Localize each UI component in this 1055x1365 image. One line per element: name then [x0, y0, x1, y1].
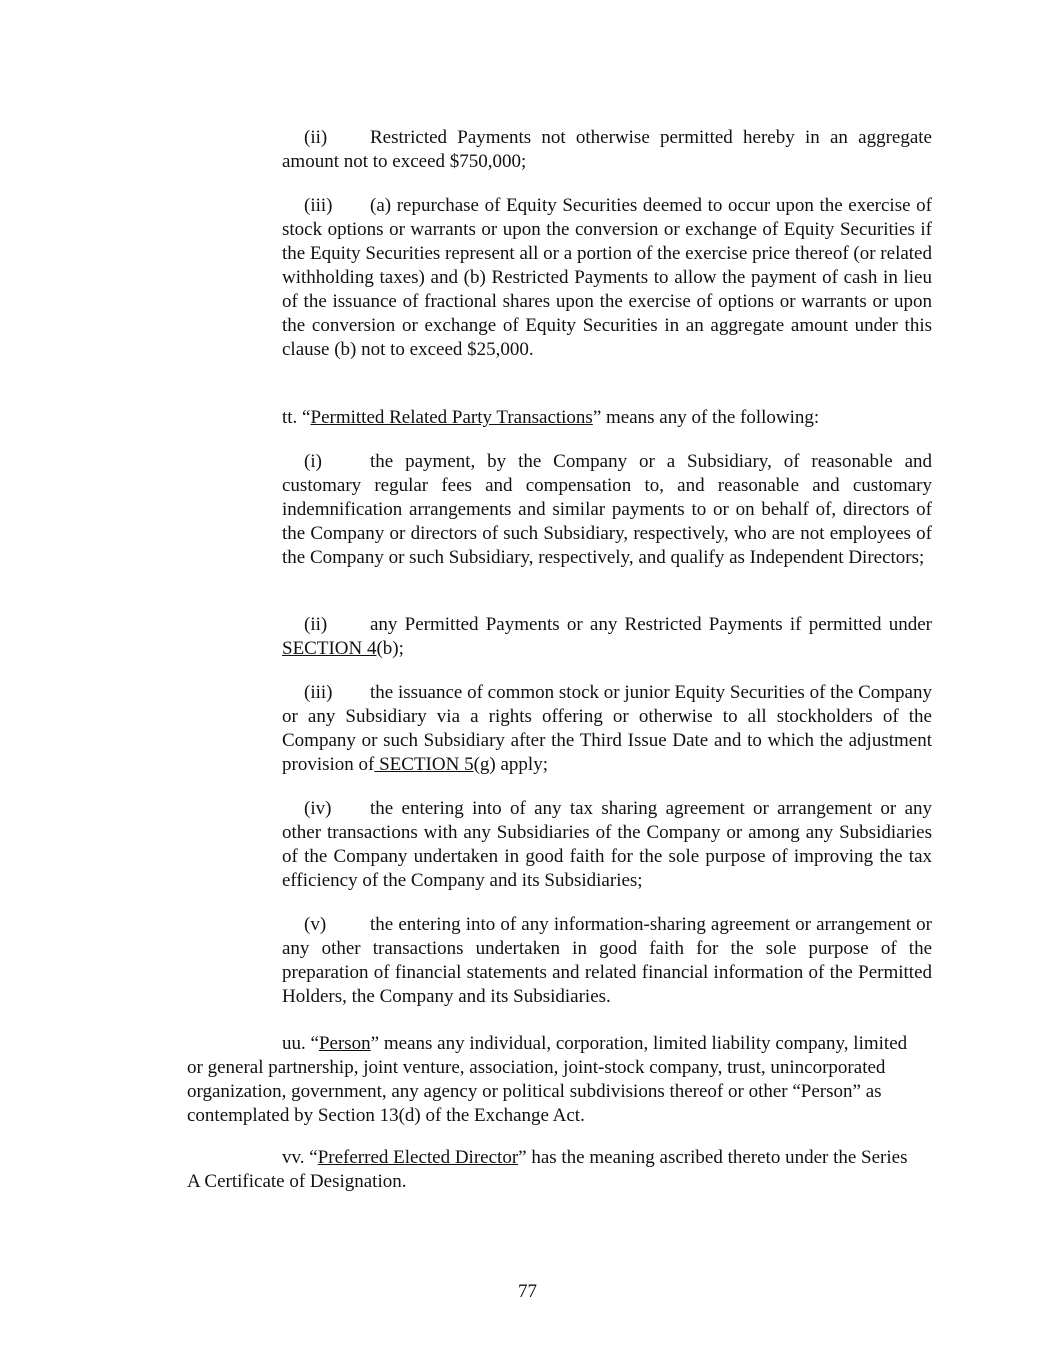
definition-prefix: uu. “ [282, 1033, 319, 1054]
clause-number: (ii) [304, 127, 328, 148]
definition-preferred-elected-director [187, 1146, 917, 1194]
clause-text: the entering into of any information-sharing agreement or arrangement or any other transactions undertaken in good faith for the sole purpose of the preparation of financial statements and related financial information of the Permitted Holders, the Company and its Subsidiaries. [282, 914, 932, 1007]
definition-prefix: tt. “ [282, 407, 311, 428]
definition-person [187, 1032, 917, 1128]
clause-number: (iii) [304, 195, 333, 216]
clause-text: Restricted Payments not otherwise permitted hereby in an aggregate amount not to exceed $750,000; [282, 127, 932, 172]
defined-term: Person [318, 1033, 371, 1054]
definition-text: ” means any of the following: [592, 407, 820, 428]
clause-number: (v) [304, 914, 327, 935]
clause-text: any Permitted Payments or any Restricted Payments if permitted under [370, 614, 932, 635]
clause-ii-restricted-payments [282, 126, 932, 174]
clause-number: (i) [304, 451, 322, 472]
section-4-link[interactable]: SECTION 4 [282, 638, 377, 659]
clause-text-end: (b); [376, 638, 404, 659]
clause-number: (iii) [304, 682, 333, 703]
clause-iv-tax-sharing [282, 797, 932, 893]
definition-prefix: vv. “ [282, 1147, 318, 1168]
clause-i-fees [282, 450, 932, 570]
defined-term: Permitted Related Party Transactions [310, 407, 593, 428]
clause-number: (iv) [304, 798, 332, 819]
clause-ii-permitted-payments [282, 613, 932, 661]
clause-v-information-sharing [282, 913, 932, 1009]
definition-text: ” means any individual, corporation, limited liability company, limited or general partnership, joint venture, association, joint-stock company, trust, unincorporated organization, government, any agency or political subdivisions thereof or other “Person” as contemplated by Section 13(d) of the Exchange Act. [187, 1033, 908, 1126]
clause-number: (ii) [304, 614, 328, 635]
section-5-link[interactable]: SECTION 5 [374, 754, 474, 775]
clause-text: (a) repurchase of Equity Securities deemed to occur upon the exercise of stock options or warrants or upon the conversion or exchange of Equity Securities if the Equity Securities represent all or a portion of the exercise price thereof (or related withholding taxes) and (b) Restricted Payments to allow the payment of cash in lieu of the issuance of fractional shares upon the exercise of options or warrants or upon the conversion or exchange of Equity Securities in an aggregate amount under this clause (b) not to exceed $25,000. [282, 195, 932, 360]
clause-iii-repurchase [282, 194, 932, 362]
page-number: 77 [518, 1281, 537, 1302]
clause-text: the entering into of any tax sharing agreement or arrangement or any other transactions with any Subsidiaries of the Company or among any Subsidiaries of the Company undertaken in good faith for the sole purpose of improving the tax efficiency of the Company and its Subsidiaries; [282, 798, 932, 891]
clause-text: the payment, by the Company or a Subsidiary, of reasonable and customary regular fees and compensation to, and reasonable and customary indemnification arrangements and similar payments to or on behalf of, directors of the Company or directors of such Subsidiary, respectively, who are not employees of the Company or such Subsidiary, respectively, and qualify as Independent Directors; [282, 451, 932, 568]
definition-permitted-related-party-transactions [282, 406, 932, 430]
clause-iii-issuance [282, 681, 932, 777]
defined-term: Preferred Elected Director [317, 1147, 519, 1168]
clause-text: the issuance of common stock or junior Equity Securities of the Company or any Subsidiary via a rights offering or otherwise to all stockholders of the Company or such Subsidiary after the Third Issue Date and to which the adjustment provision of [282, 682, 932, 775]
definition-text: ” has the meaning ascribed thereto under the Series A Certificate of Designation. [187, 1147, 908, 1192]
clause-text-end: (g) apply; [473, 754, 548, 775]
